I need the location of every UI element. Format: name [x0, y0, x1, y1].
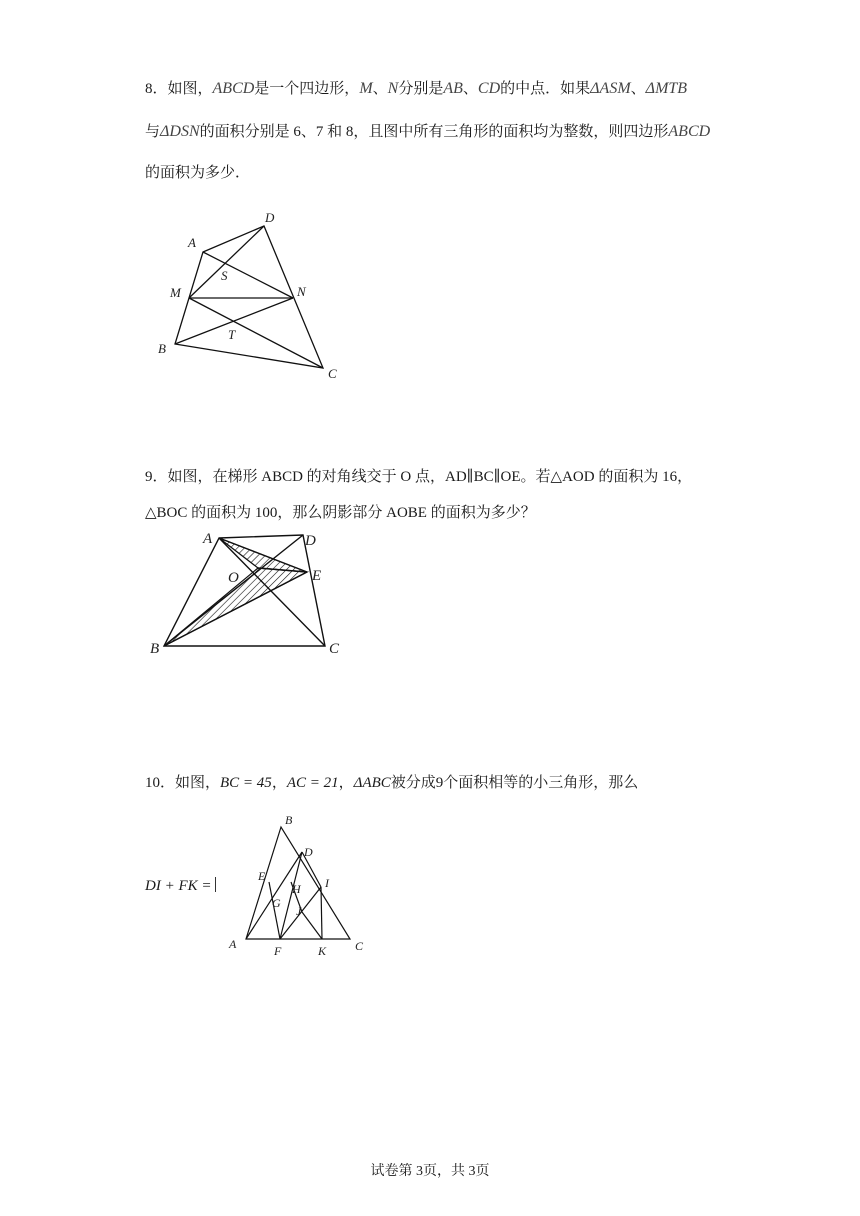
q8-cd: CD — [477, 80, 501, 97]
q10-expr: DI + FK = — [145, 878, 212, 894]
q10-label-i: I — [325, 876, 329, 890]
q8-label-d: D — [265, 210, 275, 225]
q8-label-t: T — [228, 327, 236, 342]
q8-n: N — [387, 80, 399, 97]
q10-text: 被分成 — [390, 775, 436, 791]
q8-line-3 — [145, 163, 250, 183]
q10-label-f: F — [274, 944, 282, 958]
q8-text: 与 — [145, 124, 161, 140]
q8-label-m: M — [170, 285, 181, 300]
q8-ab: AB — [443, 80, 463, 97]
q10-line-ik — [321, 887, 322, 939]
q8-sep: 、 — [630, 81, 646, 97]
q8-text: 分别是 — [398, 81, 444, 97]
q8-text: 8．如图， — [145, 81, 213, 97]
q10-abc: ΔABC — [353, 775, 391, 791]
q10-line-2 — [145, 876, 216, 896]
q10-text: 10．如图， — [145, 775, 221, 791]
q9-figure — [148, 526, 358, 658]
q10-bc: BC = 45 — [220, 775, 272, 791]
q10-label-c: C — [355, 939, 364, 953]
q10-label-e: E — [258, 869, 266, 883]
q10-line-jk — [302, 912, 322, 939]
q8-label-b: B — [158, 341, 166, 356]
q8-line-1 — [145, 79, 687, 99]
q8-sep: 、 — [462, 81, 478, 97]
q9-label-c: C — [329, 641, 340, 657]
q9-label-a: A — [203, 531, 213, 547]
q8-text: 的面积分别是 6、7 和 8，且图中所有三角形的面积均为整数，则四边形 — [199, 124, 669, 140]
q8-m: M — [359, 80, 373, 97]
q8-text: 的面积为多少． — [145, 165, 251, 181]
q10-ac: AC = 21 — [286, 775, 339, 791]
q9-label-o: O — [228, 570, 239, 586]
q8-abcd: ABCD — [212, 80, 255, 97]
q9-label-e: E — [312, 568, 322, 584]
q8-label-s: S — [221, 268, 228, 283]
q9-line-1 — [145, 467, 692, 487]
q8-asm: ΔASM — [590, 80, 631, 97]
q8-abcd-2: ABCD — [668, 123, 711, 140]
q8-label-n: N — [297, 284, 306, 299]
q10-line-ef — [269, 882, 280, 939]
q10-label-b: B — [285, 813, 293, 827]
q10-text: 个面积相等的小三角形，那么 — [443, 775, 639, 791]
q10-label-h: H — [292, 882, 301, 896]
q9-diag-bd — [164, 535, 303, 646]
page-footer: 试卷第 3页，共 3页 — [370, 1164, 490, 1179]
q8-line-an — [203, 252, 293, 298]
q8-label-c: C — [328, 366, 337, 381]
q10-label-k: K — [318, 944, 327, 958]
q8-dsn: ΔDSN — [160, 123, 200, 140]
q10-cursor — [215, 877, 216, 892]
q10-label-d: D — [304, 845, 313, 859]
q8-figure — [150, 205, 360, 390]
q10-label-j: J — [296, 904, 302, 918]
q8-line-2 — [145, 122, 710, 142]
q10-line-1 — [145, 773, 638, 793]
q8-label-a: A — [188, 235, 196, 250]
q8-text: 的中点．如果 — [500, 81, 591, 97]
q9-text: 9．如图，在梯形 ABCD 的对角线交于 O 点，AD∥BC∥OE。若△AOD 的面积为 16， — [145, 469, 693, 485]
q8-text: 是一个四边形， — [254, 81, 360, 97]
q9-text: △BOC 的面积为 100，那么阴影部分 AOBE 的面积为多少？ — [145, 505, 536, 521]
q8-mtb: ΔMTB — [645, 80, 688, 97]
q8-sep: 、 — [372, 81, 388, 97]
q9-label-b: B — [150, 641, 160, 657]
q9-label-d: D — [305, 533, 316, 549]
q10-figure — [225, 810, 370, 960]
q10-text: ， — [271, 775, 287, 791]
q10-nine: 9 — [435, 775, 444, 791]
q10-label-a: A — [229, 937, 237, 951]
q9-line-2 — [145, 503, 536, 523]
q10-label-g: G — [272, 896, 281, 910]
q10-text: ， — [338, 775, 354, 791]
